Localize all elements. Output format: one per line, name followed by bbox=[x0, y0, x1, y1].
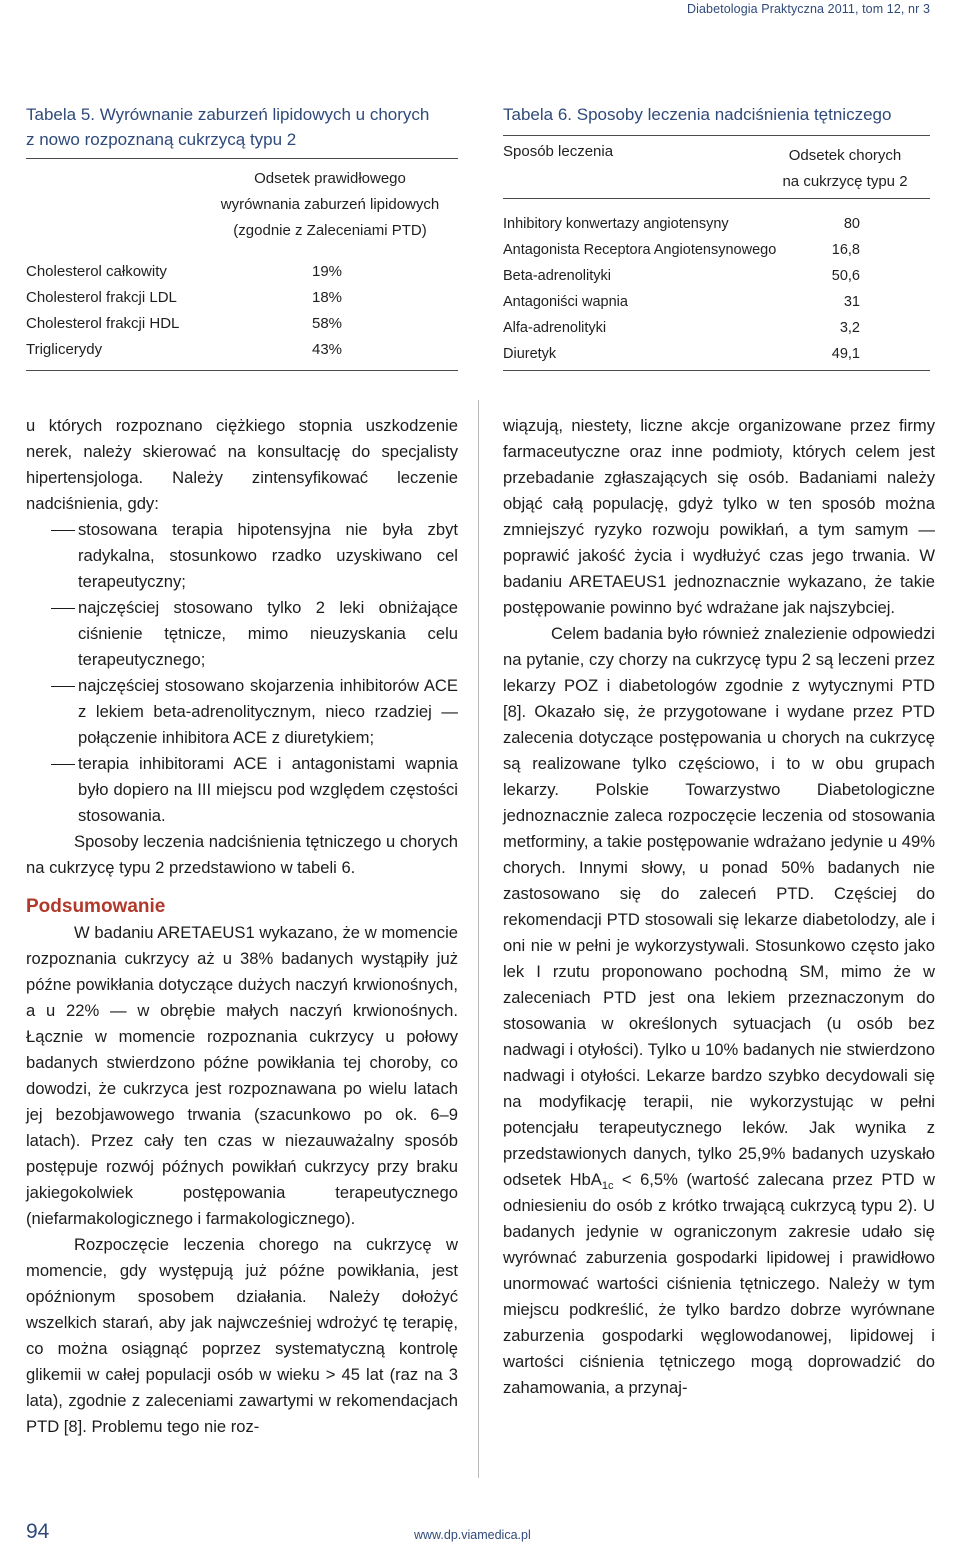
table6-row-label: Antagoniści wapnia bbox=[503, 294, 628, 310]
table6-row-value: 49,1 bbox=[831, 346, 860, 362]
table5-row-value: 43% bbox=[312, 341, 343, 358]
paragraph: Rozpoczęcie leczenia chorego na cukrzycę w momencie, gdy występują już późne powikłania, jest opóźnionym sposobem działania. Należy dołożyć wszelkich starań, aby jak najwcześniej wdrożyć tę terapię, co można osiągnąć poprzez systematyczną kontrolę glikemii w całej populacji osób w wieku > 45 lat (raz na 3 lata), zgodnie z zaleceniami zawartymi w rekomendacjach PTD [8]. Problemu tego nie roz- bbox=[26, 1235, 458, 1436]
table6-row-value: 80 bbox=[843, 216, 860, 232]
left-text-column bbox=[26, 413, 458, 1440]
table6-title-text: Sposoby leczenia nadciśnienia tętniczego bbox=[576, 105, 892, 124]
section-heading-podsumowanie: Podsumowanie bbox=[26, 896, 166, 917]
table5-title-line2: z nowo rozpoznaną cukrzycą typu 2 bbox=[26, 130, 297, 149]
table5-header-line: wyrównania zaburzeń lipidowych bbox=[220, 196, 440, 213]
table6-row-label: Inhibitory konwertazy angiotensyny bbox=[503, 216, 729, 232]
table5-title-prefix: Tabela 5. bbox=[26, 105, 95, 124]
table6-row-value: 16,8 bbox=[831, 242, 860, 258]
table5-row-label: Cholesterol całkowity bbox=[26, 263, 167, 280]
table6-column-header-method: Sposób leczenia bbox=[503, 143, 614, 160]
table6-row-label: Alfa-adrenolityki bbox=[503, 320, 607, 336]
table6-header-rule bbox=[503, 198, 930, 199]
list-item: stosowana terapia hipotensyjna nie była zbyt radykalna, stosunkowo rzadko uzyskiwano cel terapeutyczny; bbox=[26, 517, 458, 595]
list-item: najczęściej stosowano skojarzenia inhibitorów ACE z lekiem beta-adrenolitycznym, nieco rzadziej — połączenie inhibitora ACE z diuretykiem; bbox=[26, 673, 458, 751]
table5-row-label: Triglicerydy bbox=[26, 341, 103, 358]
table5-header-line: Odsetek prawidłowego bbox=[254, 170, 406, 187]
table5-title-text: Wyrównanie zaburzeń lipidowych u chorych bbox=[99, 105, 430, 124]
table6-title-prefix: Tabela 6. bbox=[503, 105, 572, 124]
paragraph-text: Celem badania było również znalezienie odpowiedzi na pytanie, czy chorzy na cukrzycę typu 2 są leczeni przez lekarzy POZ i diabetologów zgodnie z wytycznymi PTD [8]. Okazało się, że przygotowane i wydane przez PTD zalecenia dotyczące postępowania u chorych na cukrzycę są realizowane tylko częściowo, i to w obu grupach lekarzy. Polskie Towarzystwo Diabetologiczne jednoznacznie zaleca rozpoczęcie leczenia od stosowania metforminy, a takie postępowanie wdrażano jedynie u 49% chorych. Innymi słowy, u ponad 50% badanych nie zastosowano się do zaleceń PTD. Częściej do rekomendacji PTD stosowali się lekarze diabetolodzy, ale i oni nie w pełni je wykorzystywali. Stosunkowo często jako lek I rzutu proponowano pochodną SM, mimo że w zaleceniach PTD jest ona lekiem przeznaczonym do stosowania w określonych sytuacjach (u osób bez nadwagi i otyłości). Tylko u 10% badanych nie stwierdzono nadwagi i otyłości. Lekarze bardzo szybko decydowali się na modyfikację terapii, nie wykorzystując w pełni potencjału terapeutycznego leków. Jak wynika z przedstawionych danych, tylko 25,9% badanych uzyskało odsetek HbA bbox=[503, 624, 935, 1189]
list-item: terapia inhibitorami ACE i antagonistami wapnia było dopiero na III miejscu pod względem częstości stosowania. bbox=[26, 751, 458, 829]
table5-row-value: 19% bbox=[312, 263, 343, 280]
table5-row-value: 58% bbox=[312, 315, 343, 332]
table5-title bbox=[26, 102, 466, 152]
table6-row-label: Beta-adrenolityki bbox=[503, 268, 611, 284]
paragraph: u których rozpoznano ciężkiego stopnia uszkodzenie nerek, należy skierować na konsultację do specjalisty hipertensjologa. Należy zintensyfikować leczenie nadciśnienia, gdy: bbox=[26, 416, 458, 513]
paragraph bbox=[503, 621, 935, 1401]
table5-column-header bbox=[200, 166, 460, 244]
table6-row-value: 31 bbox=[843, 294, 860, 310]
table6-header-line: na cukrzycę typu 2 bbox=[782, 173, 908, 190]
table5-top-rule bbox=[26, 158, 458, 159]
list-item: najczęściej stosowano tylko 2 leki obniżające ciśnienie tętnicze, mimo nieuzyskania celu terapeutycznego; bbox=[26, 595, 458, 673]
paragraph: Sposoby leczenia nadciśnienia tętniczego u chorych na cukrzycę typu 2 przedstawiono w tabeli 6. bbox=[26, 832, 458, 877]
journal-header: Diabetologia Praktyczna 2011, tom 12, nr 3 bbox=[687, 2, 930, 16]
hba1c-subscript: 1c bbox=[601, 1180, 614, 1192]
table6-bottom-rule bbox=[503, 370, 930, 371]
paragraph: W badaniu ARETAEUS1 wykazano, że w momencie rozpoznania cukrzycy aż u 38% badanych wystąpiły już późne powikłania dotyczące dużych naczyń krwionośnych, a u 22% — w obrębie małych naczyń krwionośnych. Łącznie w momencie rozpoznania cukrzycy u połowy badanych stwierdzono późne powikłania tej choroby, co dowodzi, że cukrzyca jest rozpoznawana po wielu latach jej bezobjawowego trwania (szacunkowo po ok. 6–9 latach). Przez cały ten czas w niezauważalny sposób postępuje rozwój późnych powikłań cukrzycy przy braku jakiegokolwiek postępowania terapeutycznego (niefarmakologicznego i farmakologicznego). bbox=[26, 923, 458, 1228]
table6-title bbox=[503, 102, 933, 127]
table6-header-line: Odsetek chorych bbox=[788, 147, 902, 164]
table5-row-label: Cholesterol frakcji HDL bbox=[26, 315, 180, 332]
page-number: 94 bbox=[26, 1520, 50, 1543]
paragraph: wiązują, niestety, liczne akcje organizowane przez firmy farmaceutyczne oraz inne podmioty, których celem jest przebadanie zgłaszających się osób. Badaniami należy objąć całą populację, gdyż tylko w ten sposób można zmniejszyć ryzyko rozwoju powikłań, a tym samym — poprawić jakość życia i wydłużyć czas jego trwania. W badaniu ARETAEUS1 jednoznacznie wykazano, że takie postępowanie powinno być wdrażane jak najszybciej. bbox=[503, 416, 935, 617]
table6-row-value: 50,6 bbox=[831, 268, 860, 284]
right-text-column bbox=[503, 413, 935, 1401]
paragraph-text: < 6,5% (wartość zalecana przez PTD w odniesieniu do osób z krótko trwającą cukrzycą typu 2). U badanych jedynie w ograniczonym zakresie udało się wyrównać zaburzenia gospodarki lipidowej i prawidłowo unormować wartości ciśnienia tętniczego. Należy w tym miejscu podkreślić, że tylko bardzo dobrze wyrównane zaburzenia gospodarki węglowodanowej, lipidowej i wartości ciśnienia tętniczego mogą doprowadzić do zahamowania, a przynaj- bbox=[503, 1170, 936, 1397]
table6-row-value: 3,2 bbox=[839, 320, 860, 336]
column-divider bbox=[478, 400, 479, 1478]
table6-row-label: Antagonista Receptora Angiotensynowego bbox=[503, 242, 777, 258]
table5-row-label: Cholesterol frakcji LDL bbox=[26, 289, 177, 306]
table6-top-rule bbox=[503, 135, 930, 136]
table5-bottom-rule bbox=[26, 370, 458, 371]
table5-row-value: 18% bbox=[312, 289, 343, 306]
table6-column-header-percent bbox=[760, 143, 930, 195]
footer-url: www.dp.viamedica.pl bbox=[414, 1528, 531, 1542]
table6-row-label: Diuretyk bbox=[503, 346, 557, 362]
table5-header-line: (zgodnie z Zaleceniami PTD) bbox=[233, 222, 427, 239]
